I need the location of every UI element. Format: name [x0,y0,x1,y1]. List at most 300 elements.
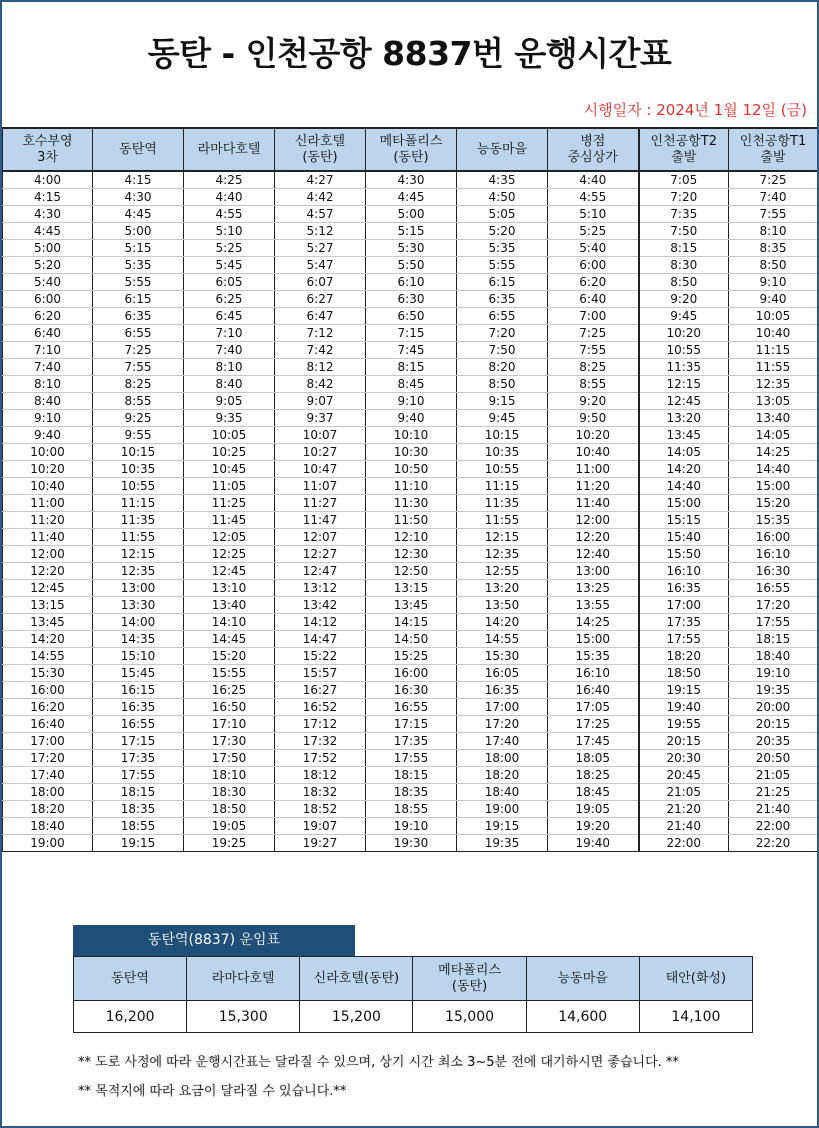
time-cell: 19:27 [275,835,366,852]
time-cell: 11:30 [366,495,457,512]
time-cell: 18:25 [548,767,639,784]
table-row [3,801,818,818]
time-cell: 9:07 [275,393,366,410]
time-cell: 19:30 [366,835,457,852]
timetable-header-line: 라마다호텔 [197,141,261,157]
time-cell: 4:25 [184,171,275,189]
effective-date: 시행일자 : 2024년 1월 12일 (금) [583,101,807,119]
time-cell: 19:25 [184,835,275,852]
time-cell: 16:00 [3,682,93,699]
table-row [3,342,818,359]
time-cell: 15:15 [639,512,729,529]
time-cell: 17:25 [548,716,639,733]
time-cell: 16:40 [3,716,93,733]
time-cell: 6:45 [184,308,275,325]
fare-value: 14,600 [526,1001,639,1033]
time-cell: 15:00 [729,478,818,495]
time-cell: 11:50 [366,512,457,529]
time-cell: 14:00 [93,614,184,631]
time-cell: 4:57 [275,206,366,223]
time-cell: 10:05 [184,427,275,444]
time-cell: 5:35 [93,257,184,274]
time-cell: 18:52 [275,801,366,818]
time-cell: 9:10 [366,393,457,410]
timetable-header [3,128,93,171]
time-cell: 6:10 [366,274,457,291]
time-cell: 5:40 [548,240,639,257]
fare-header [639,957,752,1001]
time-cell: 5:47 [275,257,366,274]
time-cell: 18:15 [729,631,818,648]
time-cell: 17:12 [275,716,366,733]
time-cell: 19:10 [366,818,457,835]
time-cell: 17:15 [93,733,184,750]
time-cell: 10:40 [3,478,93,495]
time-cell: 10:20 [3,461,93,478]
time-cell: 16:52 [275,699,366,716]
time-cell: 11:20 [548,478,639,495]
time-cell: 7:12 [275,325,366,342]
timetable-header-line: 동탄역 [119,141,157,157]
table-row [3,189,818,206]
time-cell: 21:40 [639,818,729,835]
time-cell: 12:05 [184,529,275,546]
time-cell: 16:30 [729,563,818,580]
time-cell: 10:25 [184,444,275,461]
time-cell: 14:25 [548,614,639,631]
time-cell: 18:20 [3,801,93,818]
table-row [3,529,818,546]
time-cell: 15:35 [548,648,639,665]
time-cell: 8:50 [639,274,729,291]
timetable-header-line: 능동마을 [476,141,528,157]
table-row [3,240,818,257]
time-cell: 19:40 [639,699,729,716]
time-cell: 4:15 [93,171,184,189]
time-cell: 15:57 [275,665,366,682]
time-cell: 4:50 [457,189,548,206]
time-cell: 5:35 [457,240,548,257]
table-row [3,699,818,716]
time-cell: 16:00 [366,665,457,682]
time-cell: 18:15 [93,784,184,801]
time-cell: 15:55 [184,665,275,682]
table-row [3,733,818,750]
time-cell: 6:50 [366,308,457,325]
time-cell: 4:27 [275,171,366,189]
time-cell: 10:40 [548,444,639,461]
fare-value: 14,100 [639,1001,752,1033]
table-row [3,478,818,495]
timetable-header [457,128,548,171]
time-cell: 20:15 [729,716,818,733]
time-cell: 20:15 [639,733,729,750]
time-cell: 8:35 [729,240,818,257]
time-cell: 7:25 [93,342,184,359]
time-cell: 4:45 [93,206,184,223]
time-cell: 6:00 [3,291,93,308]
time-cell: 8:25 [93,376,184,393]
page-title: 동탄 - 인천공항 8837번 운행시간표 [147,34,672,73]
time-cell: 17:20 [457,716,548,733]
time-cell: 16:10 [548,665,639,682]
time-cell: 8:55 [93,393,184,410]
time-cell: 11:15 [93,495,184,512]
time-cell: 13:15 [3,597,93,614]
time-cell: 10:05 [729,308,818,325]
fare-header-line: 신라호텔(동탄) [313,970,400,986]
time-cell: 17:40 [457,733,548,750]
timetable-body [3,171,818,852]
time-cell: 10:00 [3,444,93,461]
time-cell: 12:45 [184,563,275,580]
time-cell: 14:20 [639,461,729,478]
time-cell: 5:00 [3,240,93,257]
time-cell: 5:10 [184,223,275,240]
timetable-header [729,128,818,171]
time-cell: 7:35 [639,206,729,223]
fare-header [187,957,300,1001]
time-cell: 7:25 [548,325,639,342]
fare-value: 15,200 [300,1001,413,1033]
time-cell: 21:25 [729,784,818,801]
time-cell: 6:25 [184,291,275,308]
time-cell: 7:40 [184,342,275,359]
time-cell: 13:45 [366,597,457,614]
time-cell: 4:30 [3,206,93,223]
time-cell: 8:40 [184,376,275,393]
time-cell: 5:30 [366,240,457,257]
time-cell: 10:27 [275,444,366,461]
time-cell: 17:10 [184,716,275,733]
time-cell: 4:15 [3,189,93,206]
time-cell: 8:15 [639,240,729,257]
time-cell: 6:55 [93,325,184,342]
time-cell: 16:27 [275,682,366,699]
time-cell: 8:20 [457,359,548,376]
time-cell: 18:55 [93,818,184,835]
time-cell: 17:55 [729,614,818,631]
time-cell: 16:40 [548,682,639,699]
time-cell: 17:55 [93,767,184,784]
time-cell: 4:55 [548,189,639,206]
table-row [3,682,818,699]
time-cell: 12:27 [275,546,366,563]
time-cell: 16:00 [729,529,818,546]
time-cell: 8:30 [639,257,729,274]
time-cell: 22:20 [729,835,818,852]
time-cell: 4:30 [93,189,184,206]
time-cell: 9:10 [729,274,818,291]
time-cell: 11:45 [184,512,275,529]
time-cell: 13:05 [729,393,818,410]
time-cell: 7:50 [457,342,548,359]
time-cell: 10:40 [729,325,818,342]
time-cell: 16:55 [93,716,184,733]
table-row [3,410,818,427]
time-cell: 7:05 [639,171,729,189]
time-cell: 19:15 [639,682,729,699]
time-cell: 12:15 [93,546,184,563]
time-cell: 7:15 [366,325,457,342]
time-cell: 19:07 [275,818,366,835]
time-cell: 18:20 [457,767,548,784]
time-cell: 6:47 [275,308,366,325]
time-cell: 13:50 [457,597,548,614]
time-cell: 5:15 [93,240,184,257]
time-cell: 9:40 [729,291,818,308]
time-cell: 15:22 [275,648,366,665]
time-cell: 15:20 [729,495,818,512]
table-row [3,546,818,563]
time-cell: 5:55 [93,274,184,291]
time-cell: 21:40 [729,801,818,818]
time-cell: 9:35 [184,410,275,427]
timetable-header-line: 인천공항T2 [650,133,717,149]
time-cell: 13:00 [548,563,639,580]
table-row [3,750,818,767]
table-row [3,325,818,342]
time-cell: 17:30 [184,733,275,750]
timetable-header [639,128,729,171]
time-cell: 7:20 [639,189,729,206]
time-cell: 12:20 [548,529,639,546]
time-cell: 11:35 [93,512,184,529]
time-cell: 14:20 [3,631,93,648]
time-cell: 9:40 [366,410,457,427]
time-cell: 18:50 [639,665,729,682]
time-cell: 11:55 [457,512,548,529]
time-cell: 15:50 [639,546,729,563]
fare-header-line: (동탄) [451,978,488,994]
time-cell: 17:05 [548,699,639,716]
time-cell: 17:35 [639,614,729,631]
table-row [3,444,818,461]
timetable-header-line: 신라호텔 [294,133,346,149]
time-cell: 15:30 [3,665,93,682]
time-cell: 11:40 [3,529,93,546]
time-cell: 8:42 [275,376,366,393]
time-cell: 13:30 [93,597,184,614]
time-cell: 13:40 [729,410,818,427]
time-cell: 16:35 [93,699,184,716]
time-cell: 17:20 [3,750,93,767]
time-cell: 17:55 [639,631,729,648]
time-cell: 18:00 [457,750,548,767]
time-cell: 9:20 [548,393,639,410]
timetable-header [93,128,184,171]
time-cell: 8:40 [3,393,93,410]
time-cell: 10:30 [366,444,457,461]
table-row [3,461,818,478]
table-row [3,495,818,512]
time-cell: 10:20 [548,427,639,444]
time-cell: 9:37 [275,410,366,427]
timetable-header [366,128,457,171]
time-cell: 11:10 [366,478,457,495]
time-cell: 7:00 [548,308,639,325]
time-cell: 19:40 [548,835,639,852]
time-cell: 20:35 [729,733,818,750]
time-cell: 17:15 [366,716,457,733]
time-cell: 12:00 [548,512,639,529]
time-cell: 15:00 [548,631,639,648]
time-cell: 7:40 [729,189,818,206]
time-cell: 11:35 [457,495,548,512]
time-cell: 12:50 [366,563,457,580]
time-cell: 7:40 [3,359,93,376]
timetable-header-row [3,128,818,171]
table-row [3,291,818,308]
time-cell: 15:40 [639,529,729,546]
time-cell: 18:15 [366,767,457,784]
time-cell: 9:40 [3,427,93,444]
time-cell: 6:00 [548,257,639,274]
table-row [3,767,818,784]
time-cell: 10:55 [639,342,729,359]
time-cell: 10:10 [366,427,457,444]
table-row [3,648,818,665]
time-cell: 5:12 [275,223,366,240]
time-cell: 5:25 [548,223,639,240]
time-cell: 19:00 [457,801,548,818]
time-cell: 5:00 [366,206,457,223]
time-cell: 7:25 [729,171,818,189]
time-cell: 8:12 [275,359,366,376]
time-cell: 8:55 [548,376,639,393]
table-row [3,716,818,733]
time-cell: 6:40 [548,291,639,308]
time-cell: 8:10 [729,223,818,240]
time-cell: 17:00 [3,733,93,750]
note-schedule: ** 도로 사정에 따라 운행시간표는 달라질 수 있으며, 상기 시간 최소 3~5분 전에 대기하시면 좋습니다. ** [78,1055,679,1070]
time-cell: 17:00 [457,699,548,716]
time-cell: 4:45 [3,223,93,240]
time-cell: 11:00 [3,495,93,512]
fare-value: 15,300 [187,1001,300,1033]
time-cell: 18:00 [3,784,93,801]
time-cell: 17:32 [275,733,366,750]
time-cell: 11:27 [275,495,366,512]
table-row [3,206,818,223]
table-row [3,665,818,682]
table-row [3,274,818,291]
time-cell: 11:35 [639,359,729,376]
time-cell: 8:50 [729,257,818,274]
time-cell: 14:12 [275,614,366,631]
time-cell: 13:20 [639,410,729,427]
time-cell: 5:20 [457,223,548,240]
time-cell: 4:42 [275,189,366,206]
time-cell: 17:40 [3,767,93,784]
table-row [3,563,818,580]
time-cell: 9:45 [457,410,548,427]
time-cell: 7:45 [366,342,457,359]
time-cell: 6:30 [366,291,457,308]
fare-header-line: 라마다호텔 [211,970,275,986]
time-cell: 13:55 [548,597,639,614]
time-cell: 10:35 [457,444,548,461]
time-cell: 15:00 [639,495,729,512]
timetable-header-line: 출발 [760,149,786,165]
time-cell: 13:40 [184,597,275,614]
time-cell: 12:15 [457,529,548,546]
time-cell: 5:50 [366,257,457,274]
time-cell: 6:40 [3,325,93,342]
time-cell: 11:15 [457,478,548,495]
time-cell: 9:45 [639,308,729,325]
time-cell: 19:05 [548,801,639,818]
time-cell: 19:00 [3,835,93,852]
table-row [3,223,818,240]
time-cell: 15:30 [457,648,548,665]
time-cell: 7:50 [639,223,729,240]
fare-table-title: 동탄역(8837) 운임표 [73,925,355,956]
time-cell: 14:50 [366,631,457,648]
time-cell: 7:55 [93,359,184,376]
time-cell: 14:25 [729,444,818,461]
time-cell: 18:40 [457,784,548,801]
time-cell: 12:55 [457,563,548,580]
time-cell: 14:05 [639,444,729,461]
time-cell: 18:10 [184,767,275,784]
time-cell: 10:47 [275,461,366,478]
time-cell: 14:47 [275,631,366,648]
time-cell: 12:25 [184,546,275,563]
time-cell: 20:50 [729,750,818,767]
time-cell: 11:40 [548,495,639,512]
time-cell: 5:20 [3,257,93,274]
time-cell: 6:15 [93,291,184,308]
time-cell: 10:50 [366,461,457,478]
time-cell: 16:35 [639,580,729,597]
time-cell: 19:35 [729,682,818,699]
time-cell: 11:00 [548,461,639,478]
time-cell: 13:10 [184,580,275,597]
time-cell: 10:35 [93,461,184,478]
time-cell: 15:45 [93,665,184,682]
time-cell: 7:55 [548,342,639,359]
time-cell: 20:00 [729,699,818,716]
table-row [3,376,818,393]
time-cell: 22:00 [639,835,729,852]
time-cell: 11:05 [184,478,275,495]
time-cell: 14:15 [366,614,457,631]
time-cell: 12:20 [3,563,93,580]
time-cell: 8:10 [3,376,93,393]
time-cell: 16:55 [729,580,818,597]
time-cell: 19:55 [639,716,729,733]
table-row [3,784,818,801]
table-row [3,427,818,444]
time-cell: 18:55 [366,801,457,818]
fare-value: 15,000 [413,1001,526,1033]
time-cell: 12:30 [366,546,457,563]
time-cell: 5:25 [184,240,275,257]
time-cell: 18:12 [275,767,366,784]
fare-header-line: 메타폴리스 [438,962,501,978]
time-cell: 18:50 [184,801,275,818]
time-cell: 17:00 [639,597,729,614]
time-cell: 7:20 [457,325,548,342]
time-cell: 7:42 [275,342,366,359]
time-cell: 9:10 [3,410,93,427]
time-cell: 12:35 [93,563,184,580]
time-cell: 6:35 [93,308,184,325]
table-row [3,631,818,648]
time-cell: 14:40 [729,461,818,478]
time-cell: 9:20 [639,291,729,308]
